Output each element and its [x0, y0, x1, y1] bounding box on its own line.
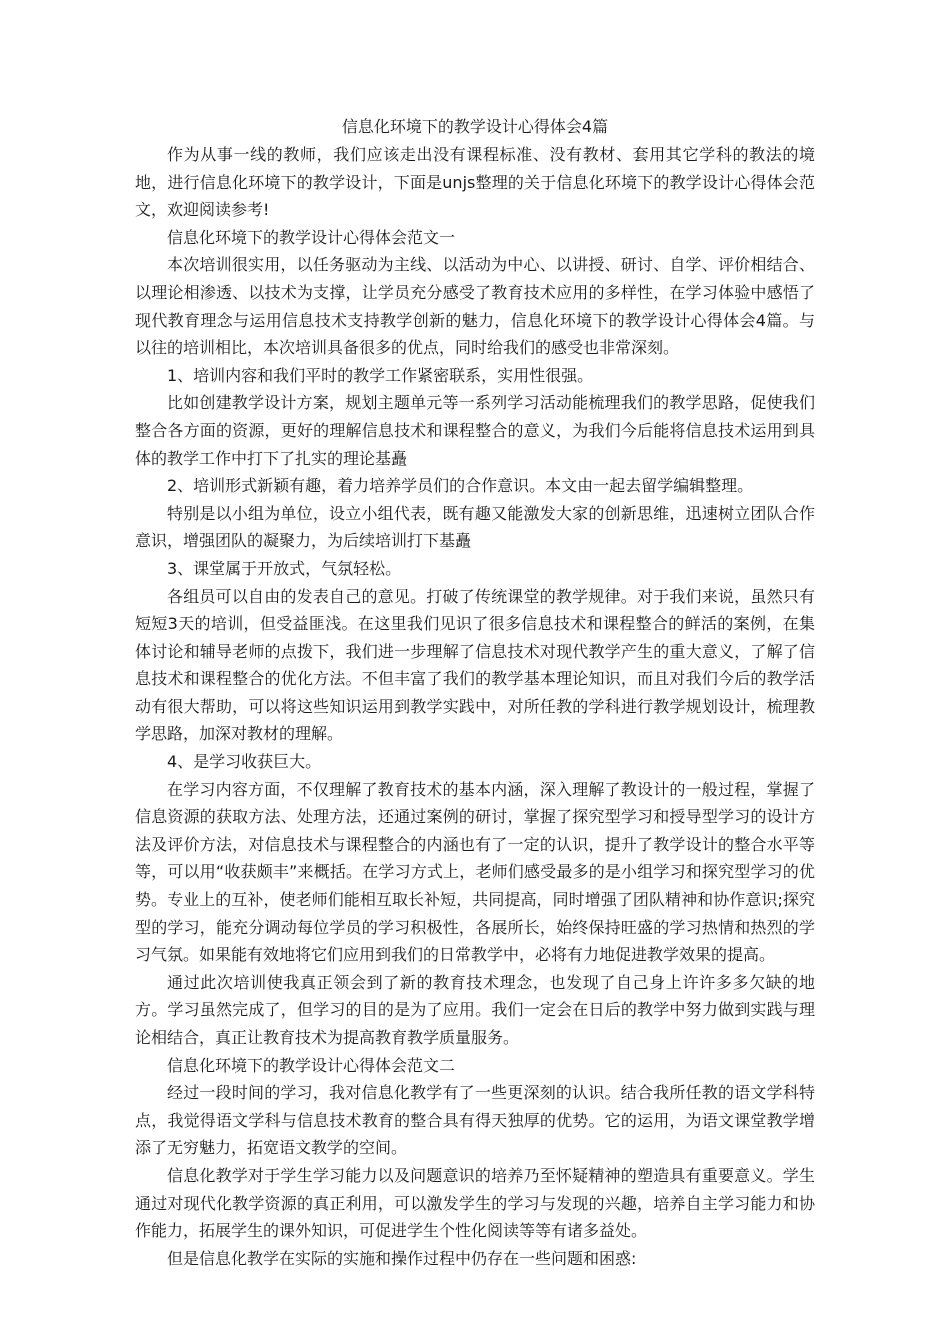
body-paragraph: 本次培训很实用，以任务驱动为主线、以活动为中心、以讲授、研讨、自学、评价相结合、以理论相渗透、以技术为支撑，让学员充分感受了教育技术应用的多样性，在学习体验中感悟了现代教育理念与运用信息技术支持教学创新的魅力，信息化环境下的教学设计心得体会4篇。与以往的培训相比，本次培训具备很多的优点，同时给我们的感受也非常深刻。 [135, 255, 815, 358]
body-paragraph: 经过一段时间的学习，我对信息化教学有了一些更深刻的认识。结合我所任教的语文学科特点，我觉得语文学科与信息技术教育的整合具有得天独厚的优势。它的运用，为语文课堂教学增添了无穷魅力，拓宽语文教学的空间。 [135, 1083, 815, 1158]
body-paragraph: 在学习内容方面，不仅理解了教育技术的基本内涵，深入理解了教设计的一般过程，掌握了信息资源的获取方法、处理方法，还通过案例的研讨，掌握了探究型学习和授导型学习的设计方法及评价方法，对信息技术与课程整合的内涵也有了一定的认识，提升了教学设计的整合水平等等，可以用“收获颇丰”来概括。在学习方式上，老师们感受最多的是小组学习和探究型学习的优势。专业上的互补，使老师们能相互取长补短，共同提高，同时增强了团队精神和协作意识;探究型的学习，能充分调动每位学员的学习积极性，各展所长，始终保持旺盛的学习热情和热烈的学习气氛。如果能有效地将它们应用到我们的日常教学中，必将有力地促进教学效果的提高。 [135, 779, 815, 965]
body-paragraph: 通过此次培训使我真正领会到了新的教育技术理念，也发现了自己身上许许多多欠缺的地方。学习虽然完成了，但学习的目的是为了应用。我们一定会在日后的教学中努力做到实践与理论相结合，真正让教育技术为提高教育教学质量服务。 [135, 972, 815, 1047]
document-body [135, 113, 815, 1272]
point-four: 4、是学习收获巨大。 [167, 752, 322, 772]
body-paragraph: 比如创建教学设计方案，规划主题单元等一系列学习活动能梳理我们的教学思路，促使我们整合各方面的资源，更好的理解信息技术和课程整合的意义，为我们今后能将信息技术运用到具体的教学工作中打下了扎实的理论基矗 [135, 393, 815, 468]
point-three: 3、课堂属于开放式，气氛轻松。 [167, 558, 402, 578]
body-paragraph: 信息化教学对于学生学习能力以及问题意识的培养乃至怀疑精神的塑造具有重要意义。学生通过对现代化教学资源的真正利用，可以激发学生的学习与发现的兴趣，培养自主学习能力和协作能力，拓展学生的课外知识，可促进学生个性化阅读等等有诸多益处。 [135, 1165, 815, 1241]
section-heading-two: 信息化环境下的教学设计心得体会范文二 [167, 1055, 456, 1075]
body-paragraph: 但是信息化教学在实际的实施和操作过程中仍存在一些问题和困惑: [167, 1248, 637, 1268]
section-heading-one: 信息化环境下的教学设计心得体会范文一 [167, 227, 456, 247]
body-paragraph: 特别是以小组为单位，设立小组代表，既有趣又能激发大家的创新思维，迅速树立团队合作意识，增强团队的凝聚力，为后续培训打下基矗 [135, 503, 815, 551]
intro-paragraph: 作为从事一线的教师，我们应该走出没有课程标准、没有教材、套用其它学科的教法的境地，进行信息化环境下的教学设计，下面是unjs整理的关于信息化环境下的教学设计心得体会范文，欢迎阅读参考! [135, 145, 815, 220]
body-paragraph: 各组员可以自由的发表自己的意见。打破了传统课堂的教学规律。对于我们来说，虽然只有短短3天的培训，但受益匪浅。在这里我们见识了很多信息技术和课程整合的鲜活的案例，在集体讨论和辅导老师的点拨下，我们进一步理解了信息技术对现代教学产生的重大意义，了解了信息技术和课程整合的优化方法。不但丰富了我们的教学基本理论知识，而且对我们今后的教学活动有很大帮助，可以将这些知识运用到教学实践中，对所任教的学科进行教学规划设计，梳理教学思路，加深对教材的理解。 [135, 586, 815, 744]
point-two: 2、培训形式新颖有趣，着力培养学员们的合作意识。本文由一起去留学编辑整理。 [167, 476, 754, 496]
document-title: 信息化环境下的教学设计心得体会4篇 [341, 117, 609, 136]
point-one: 1、培训内容和我们平时的教学工作紧密联系，实用性很强。 [167, 365, 594, 385]
